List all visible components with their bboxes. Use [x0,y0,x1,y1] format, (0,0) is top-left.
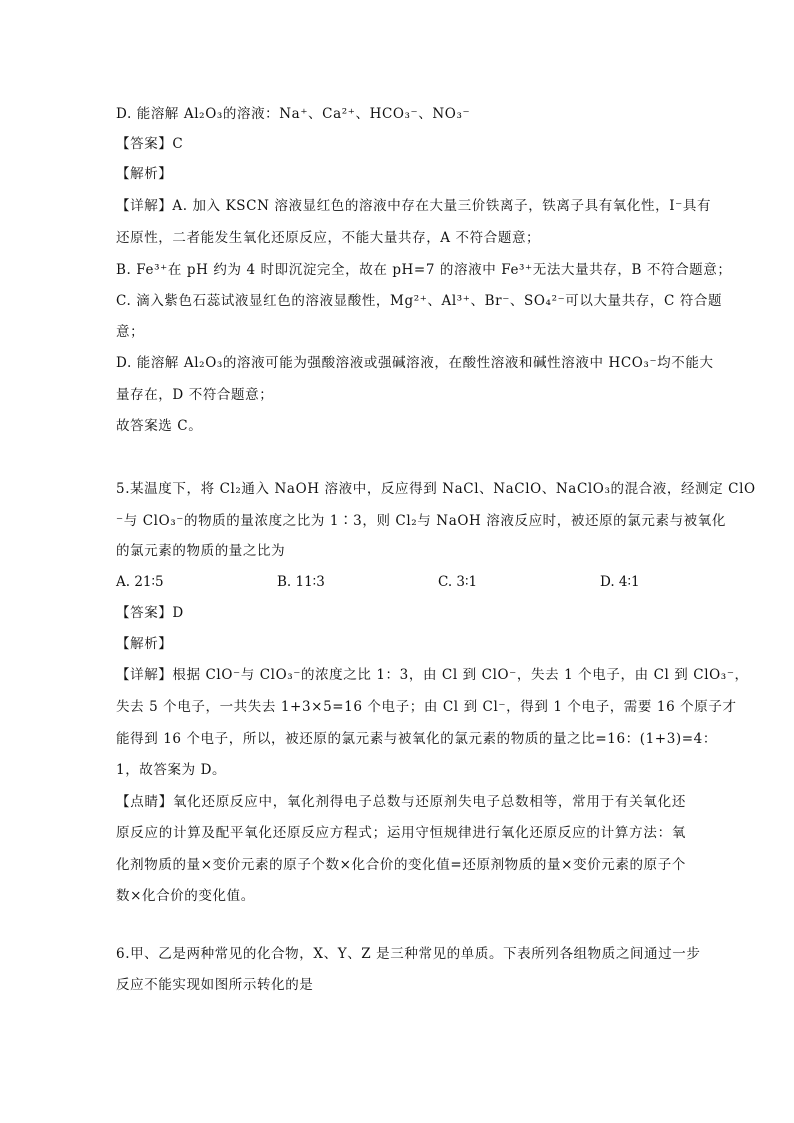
q6-stem-line-1: 6.甲、乙是两种常见的化合物，X、Y、Z 是三种常见的单质。下表所列各组物质之间通过一步 [116,946,701,962]
q4-conclusion: 故答案选 C。 [116,418,203,434]
q4-detail-line-4: C. 滴入紫色石蕊试液显红色的溶液显酸性，Mg²⁺、Al³⁺、Br⁻、SO₄²⁻可以大量共存，C 符合题 [116,293,723,309]
q5-analysis-heading: 【解析】 [116,636,173,652]
q5-detail-line-2: 失去 5 个电子，一共失去 1+3×5=16 个电子；由 Cl 到 Cl⁻，得到 1 个电子，需要 16 个原子才 [116,699,737,715]
q5-detail-line-4: 1，故答案为 D。 [116,762,227,778]
q4-answer: 【答案】C [116,136,184,152]
q5-stem-line-3: 的氯元素的物质的量之比为 [116,543,286,559]
q5-answer: 【答案】D [116,605,184,621]
q5-option-a: A. 21∶5 [116,574,164,590]
q4-detail-line-1: 【详解】A. 加入 KSCN 溶液显红色的溶液中存在大量三价铁离子，铁离子具有氧化性，I⁻具有 [116,198,712,214]
q4-detail-line-5: 意； [116,324,145,340]
q4-option-d: D. 能溶解 Al₂O₃的溶液：Na⁺、Ca²⁺、HCO₃⁻、NO₃⁻ [116,106,471,122]
q5-detail-line-1: 【详解】根据 ClO⁻与 ClO₃⁻的浓度之比 1：3，由 Cl 到 ClO⁻，失去 1 个电子，由 Cl 到 ClO₃⁻， [116,667,749,683]
q4-detail-line-3: B. Fe³⁺在 pH 约为 4 时即沉淀完全，故在 pH=7 的溶液中 Fe³⁺无法大量共存，B 不符合题意； [116,262,732,278]
q5-option-d: D. 4∶1 [600,574,640,590]
q5-stem-line-1: 5.某温度下，将 Cl₂通入 NaOH 溶液中，反应得到 NaCl、NaClO、NaClO₃的混合液，经测定 ClO [116,481,756,497]
q4-detail-line-2: 还原性，二者能发生氧化还原反应，不能大量共存，A 不符合题意； [116,230,541,246]
q5-tip-line-1: 【点睛】氧化还原反应中，氧化剂得电子总数与还原剂失电子总数相等，常用于有关氧化还 [116,794,686,810]
q5-option-c: C. 3∶1 [438,574,478,590]
q6-stem-line-2: 反应不能实现如图所示转化的是 [116,977,314,993]
q5-option-b: B. 11∶3 [277,574,325,590]
q5-detail-line-3: 能得到 16 个电子，所以，被还原的氯元素与被氧化的氯元素的物质的量之比=16：(1+3)=4： [116,731,717,747]
q5-tip-line-2: 原反应的计算及配平氧化还原反应方程式；运用守恒规律进行氧化还原反应的计算方法：氧 [116,825,686,841]
q4-analysis-heading: 【解析】 [116,166,173,182]
q4-detail-line-6: D. 能溶解 Al₂O₃的溶液可能为强酸溶液或强碱溶液，在酸性溶液和碱性溶液中 HCO₃⁻均不能大 [116,355,714,371]
q5-tip-line-3: 化剂物质的量×变价元素的原子个数×化合价的变化值=还原剂物质的量×变价元素的原子个 [116,857,686,873]
q5-stem-line-2: ⁻与 ClO₃⁻的物质的量浓度之比为 1∶3，则 Cl₂与 NaOH 溶液反应时，被还原的氯元素与被氧化 [116,513,726,529]
q4-detail-line-7: 量存在，D 不符合题意； [116,387,274,403]
q5-tip-line-4: 数×化合价的变化值。 [116,888,255,904]
